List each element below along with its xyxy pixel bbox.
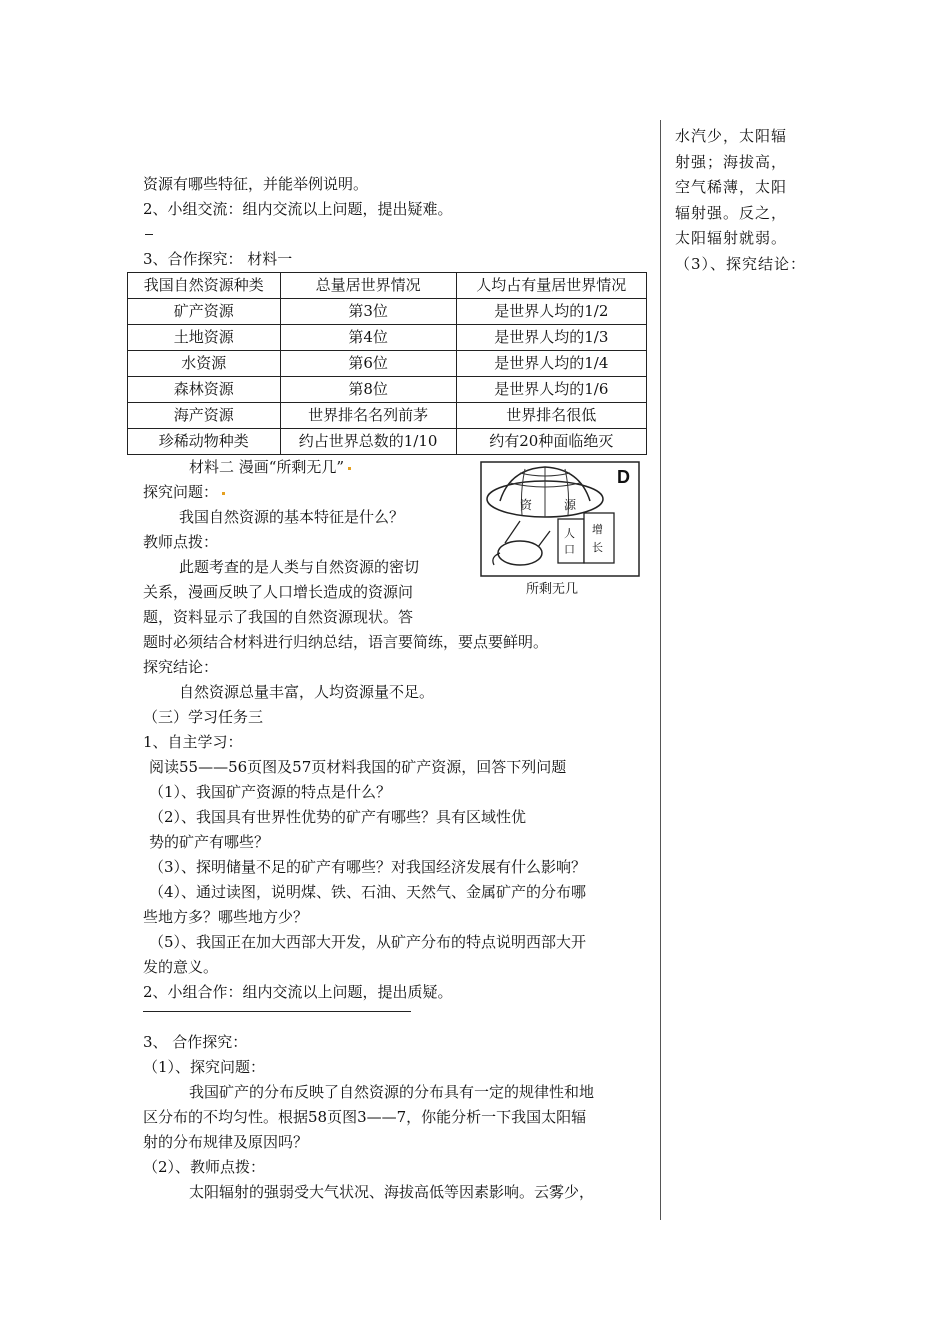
table-cell: 第4位: [280, 325, 456, 351]
blank-mark: [143, 222, 653, 247]
column-divider: [660, 120, 661, 1220]
main-column: [143, 172, 653, 1205]
side-text: 水汽少，太阳辐: [675, 127, 788, 145]
table-cell: 是世界人均的1/2: [456, 299, 646, 325]
table-row: [128, 325, 647, 351]
text-line: 2、小组交流：组内交流以上问题，提出疑难。: [143, 200, 453, 218]
material-two: 材料二 漫画“所剩无几”: [189, 458, 345, 476]
answer-line: [143, 1011, 411, 1012]
inquiry-question: 我国自然资源的基本特征是什么？: [179, 508, 405, 526]
question-item: 发的意义。: [143, 958, 219, 976]
box-char: 口: [564, 543, 575, 556]
table-row: [128, 377, 647, 403]
table-cell: 约占世界总数的1/10: [280, 429, 456, 455]
cartoon-caption: 所剩无几: [526, 581, 579, 596]
box-char: 长: [592, 541, 603, 554]
cartoon-image: [480, 461, 640, 601]
cartoon-drawing: [480, 461, 640, 601]
section-heading: 3、合作探究： 材料一: [143, 250, 293, 268]
globe-label-right: 源: [564, 498, 577, 512]
paragraph-text: 射的分布规律及原因吗？: [143, 1133, 309, 1151]
table-cell: 世界排名名列前茅: [280, 403, 456, 429]
inquiry-label-text: 探究问题：: [143, 483, 219, 501]
table-row: [128, 429, 647, 455]
question-item: （5）、我国正在加大西部大开发，从矿产分布的特点说明西部大开: [149, 933, 587, 951]
population-box-left: [558, 519, 584, 563]
paragraph-text: 区分布的不均匀性。根据58页图3——7，你能分析一下我国太阳辐: [143, 1108, 587, 1126]
question-item: 势的矿产有哪些？: [149, 833, 270, 851]
side-column: [675, 124, 825, 277]
box-char: 增: [592, 523, 603, 536]
teacher-text: 关系，漫画反映了人口增长造成的资源问: [143, 583, 414, 601]
box-char: 人: [564, 527, 575, 540]
conclusion-label: 探究结论：: [143, 658, 219, 676]
table-row: [128, 299, 647, 325]
table-cell: 第6位: [280, 351, 456, 377]
table-cell: 第8位: [280, 377, 456, 403]
paragraph-text: 我国矿产的分布反映了自然资源的分布具有一定的规律性和地: [189, 1083, 595, 1101]
question-item: （4）、通过读图，说明煤、铁、石油、天然气、金属矿产的分布哪: [149, 883, 587, 901]
table-cell: 约有20种面临绝灭: [456, 429, 646, 455]
side-text: 空气稀薄，太阳: [675, 178, 788, 196]
group-heading: 2、小组合作：组内交流以上问题，提出质疑。: [143, 983, 453, 1001]
mark-dot: [348, 467, 351, 470]
side-heading: （3）、探究结论：: [675, 254, 807, 273]
teacher-text: 此题考查的是人类与自然资源的密切: [179, 558, 420, 576]
side-text: 辐射强。反之，: [675, 203, 788, 222]
table-cell: 第3位: [280, 299, 456, 325]
table-header-cell: 总量居世界情况: [280, 273, 456, 299]
subsection-label: （2）、教师点拨：: [143, 1158, 266, 1176]
table-cell: 水资源: [128, 351, 281, 377]
coop-heading: 3、 合作探究：: [143, 1033, 248, 1051]
table-row: [128, 351, 647, 377]
table-header-cell: 我国自然资源种类: [128, 273, 281, 299]
table-cell: 海产资源: [128, 403, 281, 429]
table-cell: 世界排名很低: [456, 403, 646, 429]
subsection-label: （1）、探究问题：: [143, 1058, 266, 1076]
text-line: 资源有哪些特征，并能举例说明。: [143, 175, 369, 193]
table-cell: 是世界人均的1/4: [456, 351, 646, 377]
table-header-cell: 人均占有量居世界情况: [456, 273, 646, 299]
side-text: 太阳辐射就弱。: [675, 229, 788, 247]
self-study-heading: 1、自主学习：: [143, 733, 243, 751]
read-instruction: 阅读55——56页图及57页材料我国的矿产资源，回答下列问题: [149, 758, 567, 776]
table-cell: 森林资源: [128, 377, 281, 403]
globe-label-left: 资: [520, 498, 533, 512]
question-item: （3）、探明储量不足的矿产有哪些？对我国经济发展有什么影响？: [149, 858, 587, 876]
table-row: [128, 403, 647, 429]
population-box-right: [584, 513, 614, 563]
table-cell: 矿产资源: [128, 299, 281, 325]
question-item: 些地方多？哪些地方少？: [143, 908, 309, 926]
table-header-row: [128, 273, 647, 299]
resource-table: [127, 272, 647, 455]
teacher-text: 题，资料显示了我国的自然资源现状。答: [143, 608, 414, 626]
paragraph-text: 太阳辐射的强弱受大气状况、海拔高低等因素影响。云雾少，: [189, 1183, 595, 1201]
mark-dot: [222, 492, 225, 495]
table-cell: 是世界人均的1/6: [456, 377, 646, 403]
teacher-label: 教师点拨：: [143, 533, 219, 551]
person-figure: [498, 541, 542, 565]
side-text: 射强；海拔高，: [675, 152, 788, 171]
question-item: （1）、我国矿产资源的特点是什么？: [149, 783, 392, 801]
task-heading: （三）学习任务三: [143, 708, 264, 726]
table-cell: 土地资源: [128, 325, 281, 351]
table-cell: 是世界人均的1/3: [456, 325, 646, 351]
teacher-text: 题时必须结合材料进行归纳总结，语言要简练，要点要鲜明。: [143, 633, 549, 651]
conclusion-text: 自然资源总量丰富，人均资源量不足。: [179, 683, 435, 701]
question-item: （2）、我国具有世界性优势的矿产有哪些？具有区域性优: [149, 808, 527, 826]
table-cell: 珍稀动物种类: [128, 429, 281, 455]
cartoon-corner-letter: D: [617, 467, 630, 487]
